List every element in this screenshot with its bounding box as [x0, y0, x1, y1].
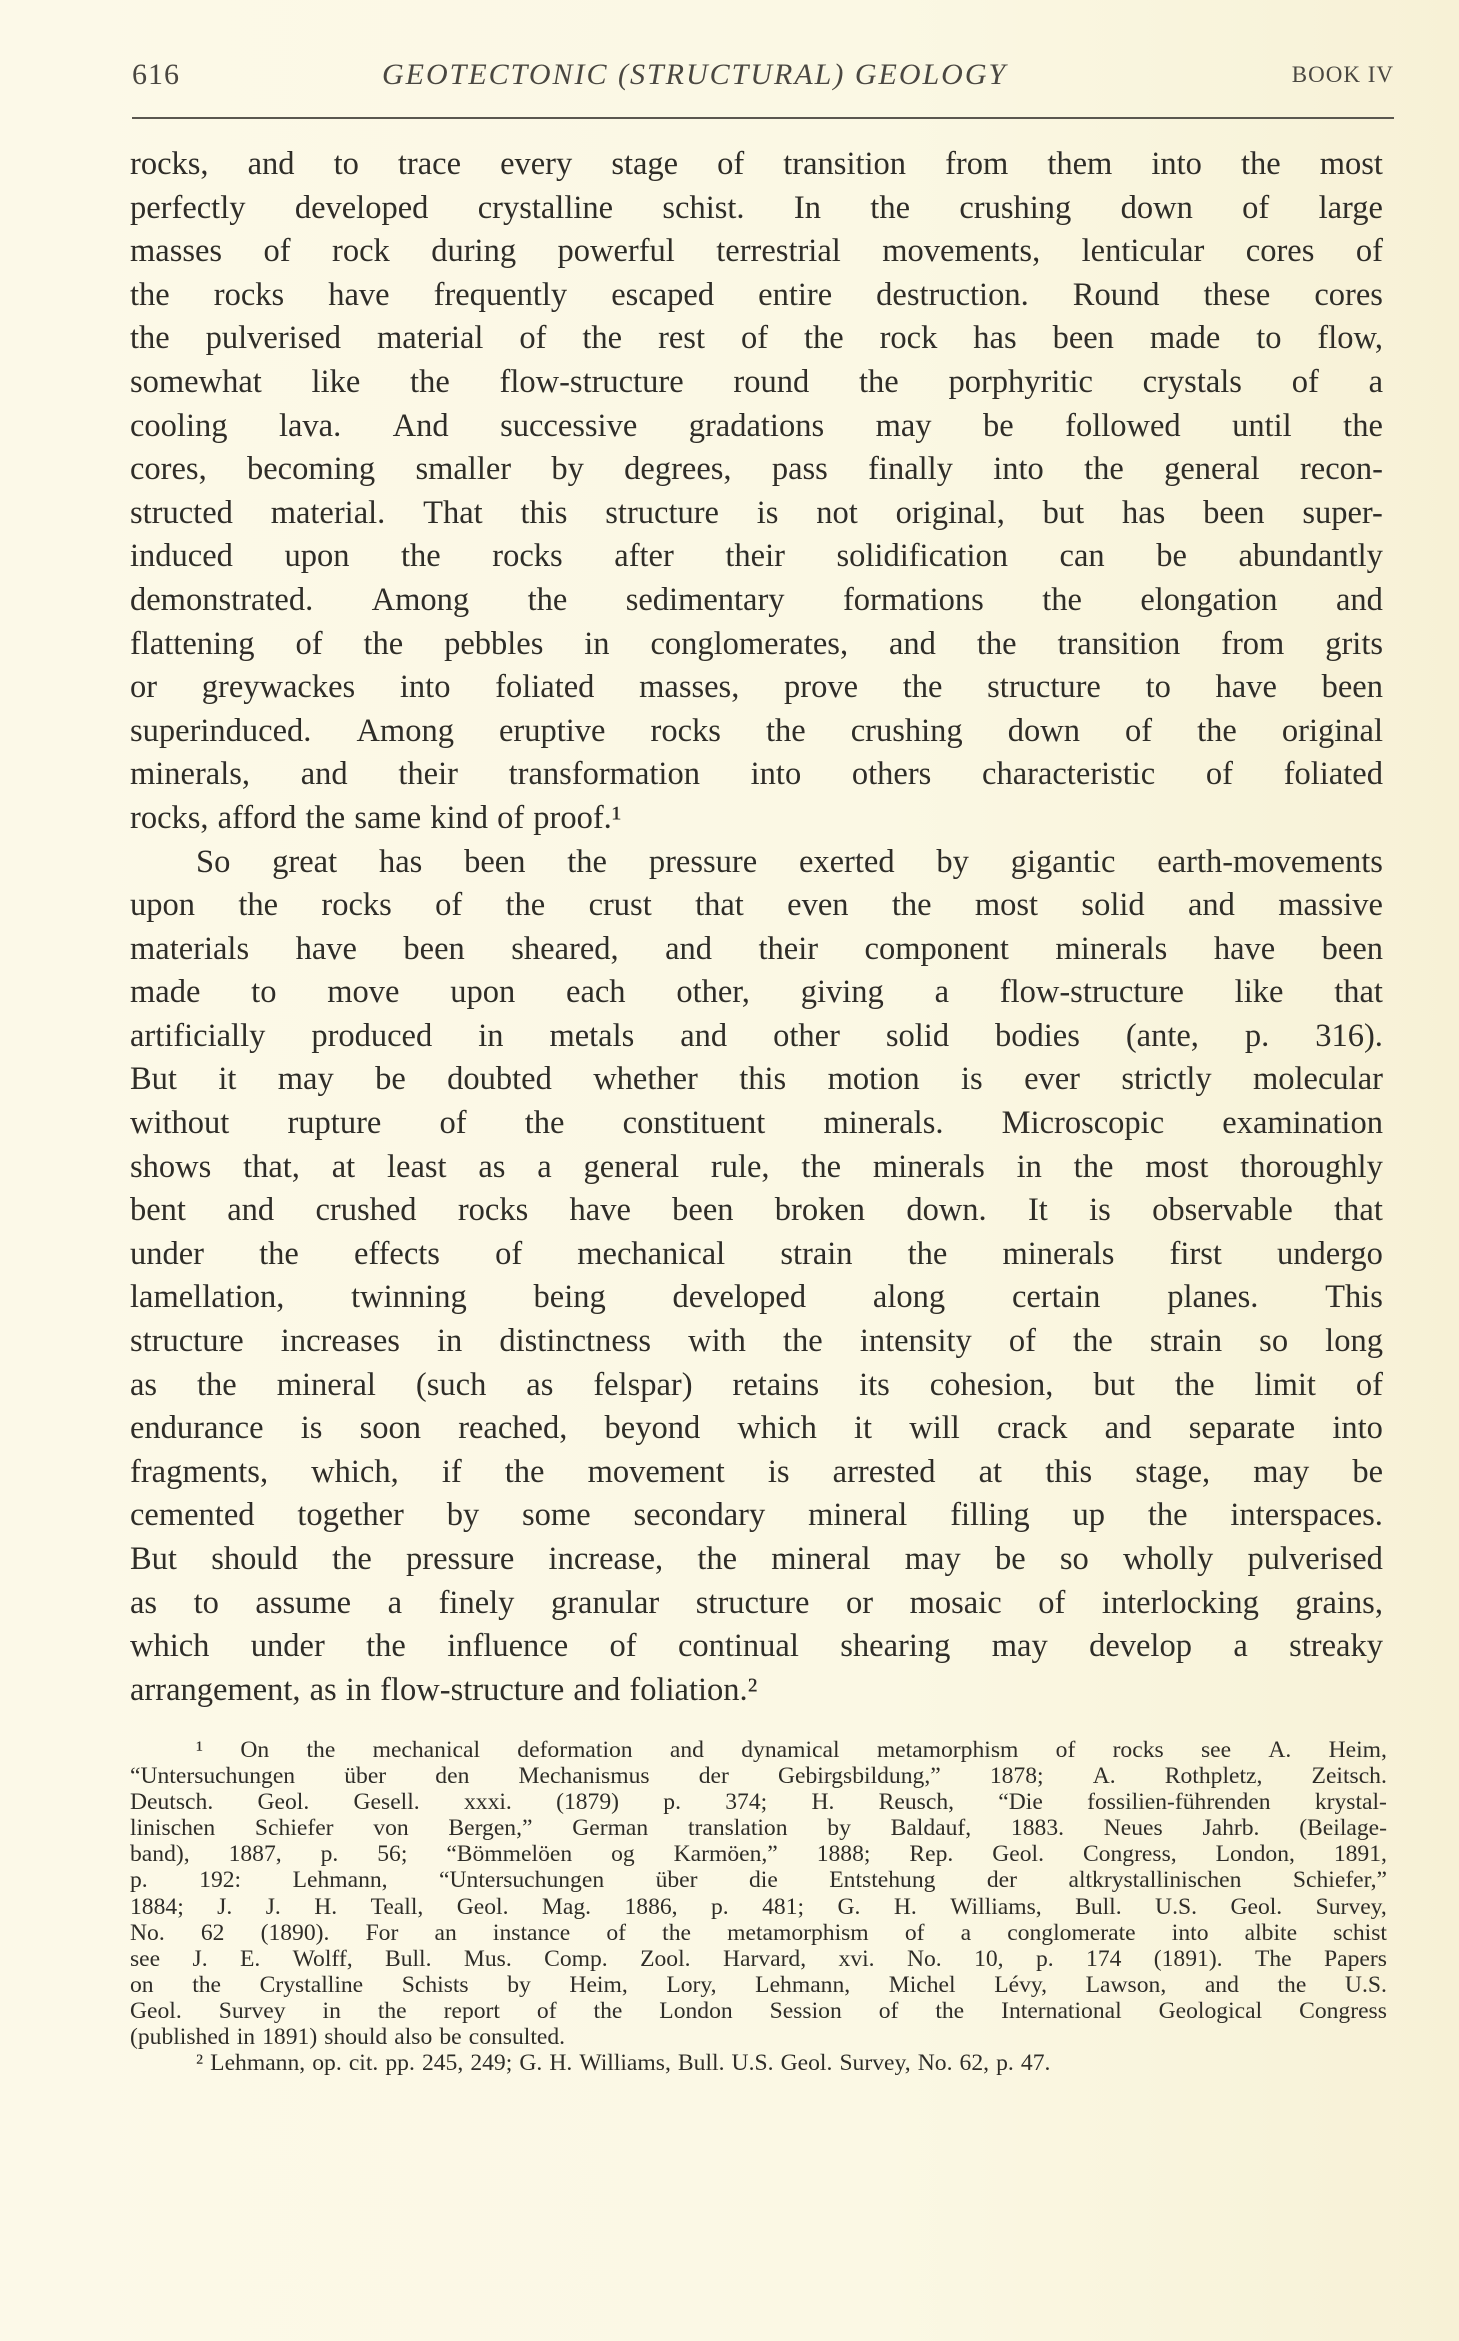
page-number: 616 — [132, 58, 180, 91]
body-line: as to assume a finely granular structure or mosaic of interlocking grains, — [130, 1584, 1383, 1621]
body-line: superinduced. Among eruptive rocks the crushing down of the original — [130, 712, 1383, 749]
footnote-line: p. 192: Lehmann, “Untersuchungen über die Entstehung der altkrystallinischen Schiefer,” — [130, 1867, 1387, 1894]
body-line: as the mineral (such as felspar) retains its cohesion, but the limit of — [130, 1366, 1383, 1403]
footnote-line: see J. E. Wolff, Bull. Mus. Comp. Zool. Harvard, xvi. No. 10, p. 174 (1891). The Papers — [130, 1945, 1387, 1972]
footnote-line: No. 62 (1890). For an instance of the metamorphism of a conglomerate into albite schist — [130, 1919, 1387, 1946]
body-line: artificially produced in metals and other solid bodies (ante, p. 316). — [130, 1017, 1383, 1054]
footnote-line: linischen Schiefer von Bergen,” German translation by Baldauf, 1883. Neues Jahrb. (Beilage- — [130, 1815, 1387, 1842]
body-line: endurance is soon reached, beyond which it will crack and separate into — [130, 1410, 1383, 1447]
body-line: the pulverised material of the rest of the rock has been made to flow, — [130, 320, 1383, 357]
body-line: made to move upon each other, giving a flow-structure like that — [130, 974, 1383, 1011]
body-line: cooling lava. And successive gradations may be followed until the — [130, 407, 1383, 444]
body-line: arrangement, as in flow-structure and foliation.² — [130, 1671, 758, 1708]
footnote-line: “Untersuchungen über den Mechanismus der Gebirgsbildung,” 1878; A. Rothpletz, Zeitsch. — [130, 1763, 1387, 1790]
body-line: cemented together by some secondary mineral filling up the interspaces. — [130, 1497, 1383, 1534]
body-line: lamellation, twinning being developed along certain planes. This — [130, 1279, 1383, 1316]
body-line: So great has been the pressure exerted by gigantic earth-movements — [196, 843, 1383, 880]
body-line: shows that, at least as a general rule, the minerals in the most thoroughly — [130, 1148, 1383, 1185]
body-line: minerals, and their transformation into others characteristic of foliated — [130, 756, 1383, 793]
body-line: somewhat like the flow-structure round the porphyritic crystals of a — [130, 363, 1383, 400]
body-line: perfectly developed crystalline schist. In the crushing down of large — [130, 189, 1383, 226]
running-header — [132, 58, 1394, 108]
footnote-line: band), 1887, p. 56; “Bömmelöen og Karmöen,” 1888; Rep. Geol. Congress, London, 1891, — [130, 1841, 1387, 1868]
body-line: materials have been sheared, and their component minerals have been — [130, 930, 1383, 967]
footnote-line: Geol. Survey in the report of the London Session of the International Geological Congress — [130, 1997, 1387, 2024]
body-line: under the effects of mechanical strain the minerals first undergo — [130, 1235, 1383, 1272]
body-line: the rocks have frequently escaped entire destruction. Round these cores — [130, 276, 1383, 313]
book-label: BOOK IV — [1291, 62, 1394, 87]
body-line: bent and crushed rocks have been broken down. It is observable that — [130, 1192, 1383, 1229]
body-line: or greywackes into foliated masses, prove the structure to have been — [130, 669, 1383, 706]
body-line: structure increases in distinctness with the intensity of the strain so long — [130, 1323, 1383, 1360]
footnote-line: (published in 1891) should also be consulted. — [130, 2024, 566, 2051]
body-line: structed material. That this structure is not original, but has been super- — [130, 494, 1383, 531]
body-line: But it may be doubted whether this motion is ever strictly molecular — [130, 1061, 1383, 1098]
body-line: upon the rocks of the crust that even the most solid and massive — [130, 887, 1383, 924]
body-line: rocks, and to trace every stage of transition from them into the most — [130, 146, 1383, 182]
body-line: demonstrated. Among the sedimentary formations the elongation and — [130, 581, 1383, 618]
running-title: GEOTECTONIC (STRUCTURAL) GEOLOGY — [382, 58, 1008, 91]
body-line: But should the pressure increase, the mineral may be so wholly pulverised — [130, 1541, 1383, 1577]
header-rule — [132, 117, 1394, 119]
body-line: induced upon the rocks after their solidification can be abundantly — [130, 538, 1383, 575]
body-line: cores, becoming smaller by degrees, pass finally into the general recon- — [130, 451, 1383, 488]
footnote-line: ¹ On the mechanical deformation and dynamical metamorphism of rocks see A. Heim, — [196, 1737, 1387, 1763]
body-line: masses of rock during powerful terrestrial movements, lenticular cores of — [130, 233, 1383, 270]
footnotes — [130, 1737, 1387, 2076]
body-line: which under the influence of continual shearing may develop a streaky — [130, 1628, 1383, 1665]
footnote-line: on the Crystalline Schists by Heim, Lory, Lehmann, Michel Lévy, Lawson, and the U.S. — [130, 1971, 1387, 1998]
footnote-line: Deutsch. Geol. Gesell. xxxi. (1879) p. 374; H. Reusch, “Die fossilien-führenden krystal- — [130, 1789, 1387, 1816]
body-line: fragments, which, if the movement is arrested at this stage, may be — [130, 1453, 1383, 1490]
body-line: rocks, afford the same kind of proof.¹ — [130, 799, 622, 836]
body-text — [130, 143, 1383, 1712]
body-line: flattening of the pebbles in conglomerates, and the transition from grits — [130, 625, 1383, 662]
footnote-line: 1884; J. J. H. Teall, Geol. Mag. 1886, p. 481; G. H. Williams, Bull. U.S. Geol. Survey, — [130, 1893, 1387, 1920]
body-line: without rupture of the constituent minerals. Microscopic examination — [130, 1105, 1383, 1142]
footnote-line: ² Lehmann, op. cit. pp. 245, 249; G. H. Williams, Bull. U.S. Geol. Survey, No. 62, p. 47. — [196, 2050, 1051, 2077]
